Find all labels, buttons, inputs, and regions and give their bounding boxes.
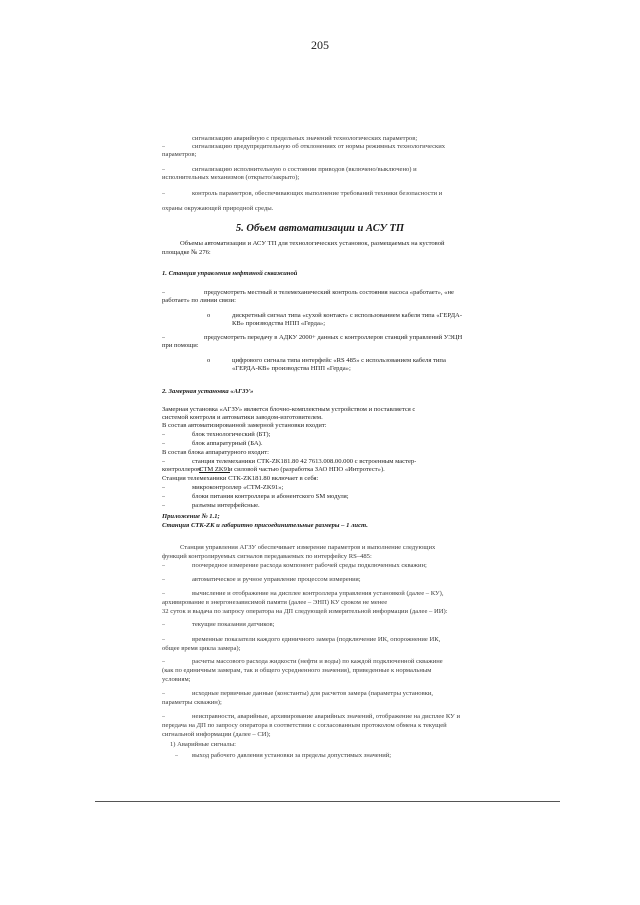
bottom-line: 1) Аварийные сигналы: (170, 741, 236, 748)
bottom-line: параметры скважин); (162, 699, 222, 706)
controller-link: СТМ ZK91 (199, 466, 231, 473)
sub2-line: Замерная установка «АГЗУ» является блочно-комплектным устройством и поставляется с (162, 406, 416, 413)
bottom-line: выход рабочего давления установки за пределы допустимых значений; (192, 752, 392, 759)
bottom-line: (как по единичным замерам, так и общего усредненного значения), приведенные к нормальным (162, 667, 432, 674)
subsection-title: 2. Замерная установка «АГЗУ» (162, 388, 254, 395)
list-dash: – (162, 562, 166, 569)
sub2-line: разъемы интерфейсные. (192, 502, 260, 509)
list-dash: – (162, 713, 166, 720)
bottom-line: 32 суток и выдача по запросу оператора на ДП следующей измерительной информации (далее – ИИ): (162, 608, 448, 615)
sub2-line: блок технологический (БТ); (192, 431, 271, 438)
list-dash: – (162, 576, 166, 583)
bottom-line: временные показатели каждого единичного замера (подключение ИК, опорожнение ИК, (192, 636, 441, 643)
sub1-line: дискретный сигнал типа «сухой контакт» с использованием кабеля типа «ГЕРДА- (232, 312, 463, 319)
sub1-line: КВ» производства НПП «Герда»; (232, 320, 326, 327)
list-dash: – (162, 493, 166, 500)
sub1-line: «ГЕРДА-КВ» производства НПП «Герда»; (232, 365, 351, 372)
bottom-line: вычисление и отображение на дисплее контроллера управления установкой (далее – КУ), (192, 590, 444, 597)
list-dash: – (162, 166, 166, 173)
footer-rule (95, 801, 560, 802)
sub2-line: контроллером (162, 466, 202, 473)
bottom-line: исходные первичные данные (константы) для расчетов замера (параметры установки, (192, 690, 434, 697)
list-dash: – (162, 658, 166, 665)
bottom-line: неисправности, аварийные, архивирование аварийных значений, отображение на дисплее КУ и (192, 713, 460, 720)
bottom-line: функций контролируемых сигналов передаваемых по интерфейсу RS–485: (162, 553, 372, 560)
bottom-line: сигнальной информации (далее – СИ); (162, 731, 271, 738)
list-dash: – (175, 752, 179, 759)
sub2-line: В состав блока аппаратурного входит: (162, 449, 269, 456)
sub2-line: блоки питания контроллера и абонентского SM модуля; (192, 493, 349, 500)
list-dash: – (162, 190, 166, 197)
bottom-line: автоматическое и ручное управление процессом измерения; (192, 576, 361, 583)
sub2-line: В состав автоматизированной замерной установки входит: (162, 422, 327, 429)
sub2-line: и силовой частью (разработка ЗАО НПО «Интротест»). (229, 466, 385, 473)
sub2-line: системой контроля и автоматики заводом-изготовителем. (162, 414, 323, 421)
bottom-line: общее время цикла замера); (162, 645, 241, 652)
list-dash: – (162, 590, 166, 597)
list-dash: – (162, 636, 166, 643)
list-dash: – (162, 334, 166, 341)
circle-bullet: о (207, 312, 211, 319)
sub1-line: предусмотреть передачу в АДКУ 2000+ данных с контроллеров станций управлений УЭЦН (204, 334, 463, 341)
appendix-title: Приложение № 1.1; (162, 513, 220, 520)
sub2-line: станция телемеханики СТК-ZK181.80 42 7613.008.00.000 с встроенным мастер- (192, 458, 417, 465)
circle-bullet: о (207, 357, 211, 364)
appendix-subtitle: Станция СТК-ZK и габаритно присоединительные размеры – 1 лист. (162, 522, 368, 529)
subsection-title: 1. Станция управления нефтяной скважиной (162, 270, 298, 277)
top-list-line: исполнительных механизмов (открыто/закрыто); (162, 174, 300, 181)
list-dash: – (162, 502, 166, 509)
sub2-line: блок аппаратурный (БА). (192, 440, 263, 447)
section-title: 5. Объем автоматизации и АСУ ТП (235, 223, 405, 234)
bottom-line: поочередное измерение расхода компонент рабочей среды подключенных скважин; (192, 562, 427, 569)
sub1-line: цифрового сигнала типа интерфейс «RS 485» с использованием кабеля типа (232, 357, 446, 364)
page-number: 205 (311, 38, 329, 52)
top-list-line: охраны окружающей природной среды. (162, 205, 274, 212)
top-list-line: сигнализацию аварийную с предельных значений технологических параметров; (192, 135, 418, 142)
top-list-line: сигнализацию предупредительную об отклонениях от нормы режимных технологических (192, 143, 446, 150)
sub2-line: Станция телемеханики СТК-ZK181.80 включает в себя: (162, 475, 319, 482)
list-dash: – (162, 621, 166, 628)
list-dash: – (162, 484, 166, 491)
top-list-line: контроль параметров, обеспечивающих выполнение требований техники безопасности и (192, 190, 443, 197)
bottom-line: архивирование в энергонезависимой памяти (далее – ЭНП) КУ сроком не менее (162, 599, 388, 606)
bottom-line: Станция управления АГЗУ обеспечивает измерение параметров и выполнение следующих (180, 544, 436, 551)
bottom-line: передача на ДП по запросу оператора в соответствии с согласованным протоколом обмена к текущей (162, 722, 447, 729)
sub1-line: работает» по линии связи: (162, 297, 236, 304)
list-dash: – (162, 143, 166, 150)
list-dash: – (162, 458, 166, 465)
list-dash: – (162, 289, 166, 296)
bottom-line: текущие показания датчиков; (192, 621, 275, 628)
intro-line: Объемы автоматизации и АСУ ТП для технологических установок, размещаемых на кустовой (180, 240, 445, 247)
top-list-line: сигнализацию исполнительную о состоянии приводов (включено/выключено) и (192, 166, 417, 173)
sub1-line: предусмотреть местный и телемеханический контроль состояния насоса «работает», «не (204, 289, 454, 296)
list-dash: – (162, 440, 166, 447)
bottom-line: условиям; (162, 676, 191, 683)
list-dash: – (162, 431, 166, 438)
top-list-line: параметров; (162, 151, 197, 158)
sub2-line: микроконтроллер «СТМ-ZK91»; (192, 484, 284, 491)
list-dash: – (162, 690, 166, 697)
intro-line: площадке № 276: (162, 249, 211, 256)
bottom-line: расчеты массового расхода жидкости (нефти и воды) по каждой подключенной скважине (192, 658, 443, 665)
sub1-line: при помощи: (162, 342, 199, 349)
